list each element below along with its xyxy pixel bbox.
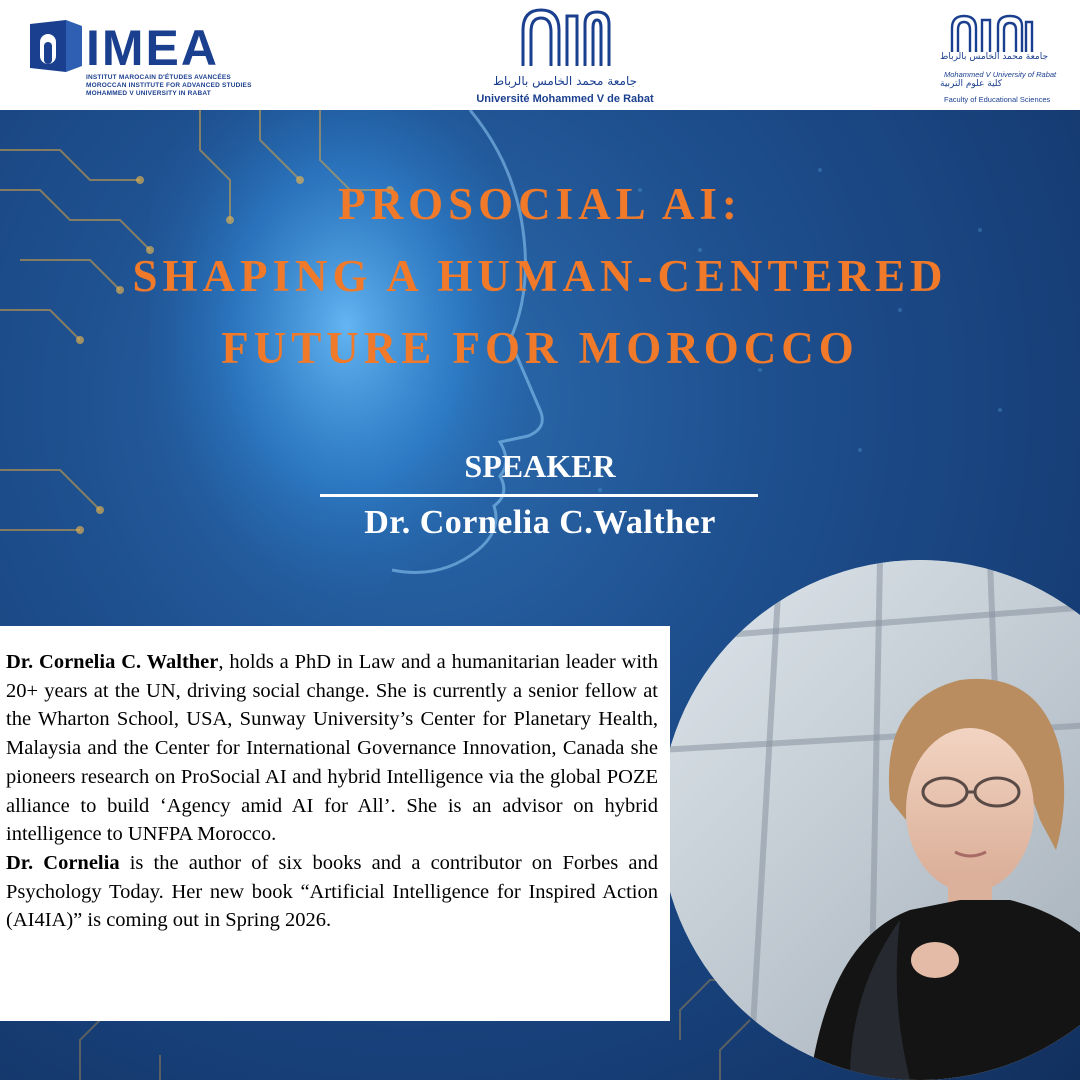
speaker-label: SPEAKER <box>464 448 616 484</box>
bio-paragraph-2 <box>6 849 658 935</box>
event-title <box>0 168 1080 384</box>
university-name-arabic: جامعة محمد الخامس بالرباط <box>492 74 638 88</box>
imea-logo <box>22 14 262 100</box>
title-line-1: PROSOCIAL AI: <box>338 179 742 229</box>
imea-subtitle-university: MOHAMMED V UNIVERSITY IN RABAT <box>86 90 211 97</box>
imea-subtitle-en: MOROCCAN INSTITUTE FOR ADVANCED STUDIES <box>86 82 252 89</box>
imea-subtitle-fr: INSTITUT MAROCAIN D'ÉTUDES AVANCÉES <box>86 74 231 81</box>
title-line-3: FUTURE FOR MOROCCO <box>221 323 859 373</box>
speaker-photo <box>660 560 1080 1080</box>
imea-logo-icon <box>26 20 84 72</box>
bio-name-1: Dr. Cornelia C. Walther <box>6 651 219 673</box>
bio-text-2: is the author of six books and a contributor on Forbes and Psychology Today. Her new book “Artificial Intelligence for Inspired Action (AI4IA)” is coming out in Spring 2026. <box>6 851 658 932</box>
faculty-logo <box>940 10 1070 106</box>
title-line-2: SHAPING A HUMAN-CENTERED <box>132 251 948 301</box>
university-logo <box>455 4 675 108</box>
university-arch-logo-icon <box>515 6 615 68</box>
university-name-french: Université Mohammed V de Rabat <box>476 93 654 105</box>
faculty-name-arabic: كلية علوم التربية <box>940 79 1003 89</box>
faculty-name-english: Faculty of Educational Sciences <box>944 95 1051 104</box>
speaker-bio <box>6 648 658 935</box>
speaker-divider <box>320 494 758 497</box>
speaker-portrait-illustration <box>660 560 1080 1080</box>
speaker-name: Dr. Cornelia C.Walther <box>364 504 716 541</box>
bio-paragraph-1 <box>6 648 658 849</box>
faculty-university-english: Mohammed V University of Rabat <box>944 70 1057 79</box>
bio-name-2: Dr. Cornelia <box>6 851 120 874</box>
header-logo-bar <box>0 0 1080 110</box>
bio-text-1: , holds a PhD in Law and a humanitarian leader with 20+ years at the UN, driving social change. She is currently a senior fellow at the Wharton School, USA, Sunway University’s Center for Planetary Health, Malaysia and the Center for International Governance Innovation, Canada she pioneers research on ProSocial AI and hybrid Intelligence via the global POZE alliance to build ‘Agency amid AI for All’. She is an advisor on hybrid intelligence to UNFPA Morocco. <box>6 651 658 846</box>
faculty-arch-logo-icon <box>948 12 1036 52</box>
imea-wordmark: IMEA <box>86 20 219 76</box>
faculty-university-arabic: جامعة محمد الخامس بالرباط <box>940 52 1049 62</box>
